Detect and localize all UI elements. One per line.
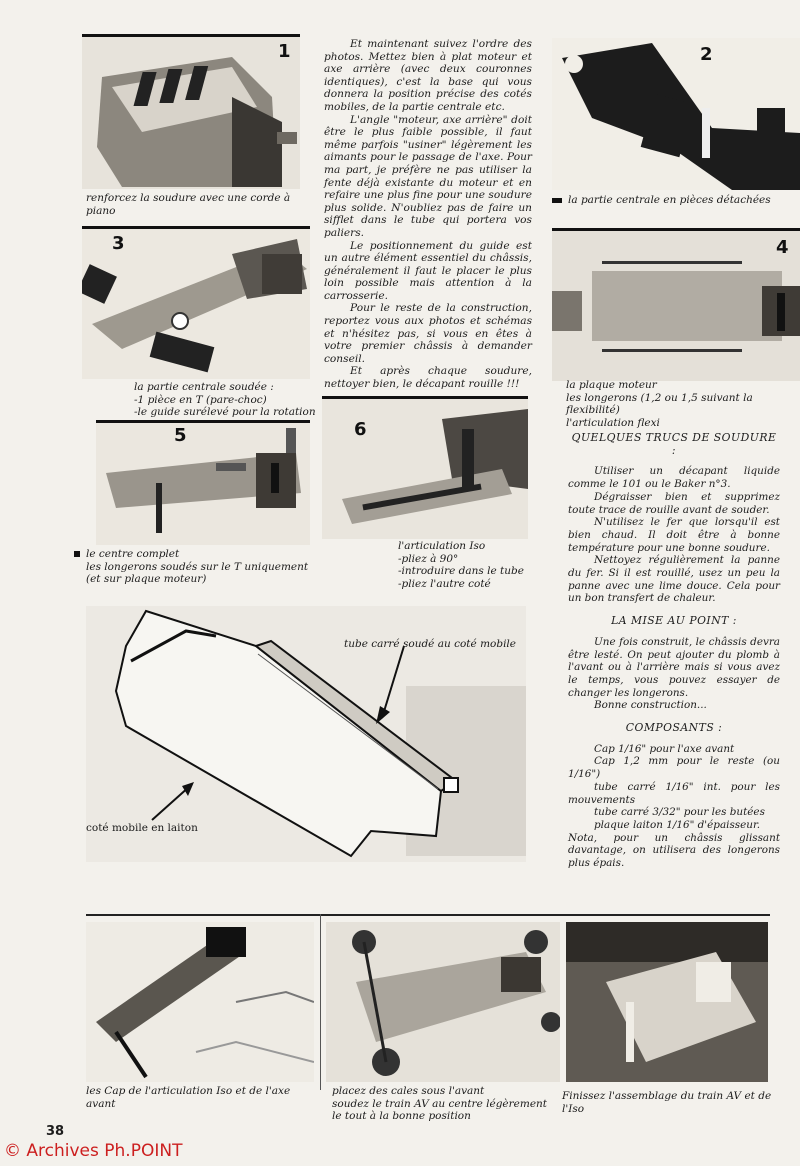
divider xyxy=(320,914,321,1090)
paragraph: Et après chaque soudure, nettoyer bien, le décapant rouille !!! xyxy=(324,365,532,391)
bottom-photo-3-caption: Finissez l'assemblage du train AV et de l'Iso xyxy=(562,1090,772,1115)
photo-number: 1 xyxy=(278,41,291,62)
component-item: plaque laiton 1/16" d'épaisseur. xyxy=(594,818,761,831)
photo-3-caption: la partie centrale soudée : -1 pièce en T (pare-choc) -le guide surélevé pour la rotation xyxy=(134,381,316,418)
photo-1-caption: renforcez la soudure avec une corde à piano xyxy=(86,192,291,217)
photo-2-caption: la partie centrale en pièces détachées xyxy=(552,194,771,207)
photo-6-caption: l'articulation Iso -pliez à 90° -introduire dans le tube -pliez l'autre coté xyxy=(398,540,524,590)
note: Nota, pour un châssis glissant davantage, on utilisera des longerons plus épais. xyxy=(568,831,780,870)
bullet-icon xyxy=(552,198,562,203)
paragraph: Pour le reste de la construction, reportez vous aux photos et schémas et n'hésitez pas, si vous en êtes à votre premier châssis à demander conseil. xyxy=(324,302,532,365)
photo-4 xyxy=(552,228,800,381)
right-text-column xyxy=(568,432,780,870)
photo-number: 4 xyxy=(776,237,789,258)
paragraph: L'angle "moteur, axe arrière" doit être le plus faible possible, il faut même parfois "usiner" légèrement les aimants pour le passage de l'axe. Pour ma part, je préfère ne pas utiliser la fente déjà existante du moteur et en refaire une plus fine pour une soudure plus solide. N'oubliez pas de faire un sifflet dans le tube qui portera vos paliers. xyxy=(324,113,532,239)
page-number: 38 xyxy=(46,1124,65,1139)
bottom-photo-2 xyxy=(326,922,560,1082)
photo-2 xyxy=(552,38,800,190)
component-item: tube carré 1/16" int. pour les mouvements xyxy=(568,780,780,806)
component-item: Cap 1/16" pour l'axe avant xyxy=(594,742,735,755)
bottom-photo-3 xyxy=(566,922,768,1082)
photo-number: 5 xyxy=(174,425,187,446)
setup-heading: LA MISE AU POINT : xyxy=(611,614,737,628)
photo-3 xyxy=(82,226,310,379)
copyright-notice: © Archives Ph.POINT xyxy=(4,1141,183,1161)
component-item: Cap 1,2 mm pour le reste (ou 1/16") xyxy=(568,755,780,781)
components-heading: COMPOSANTS : xyxy=(625,721,723,735)
divider xyxy=(86,914,770,916)
center-text-column xyxy=(324,38,532,391)
bottom-photo-2-caption: placez des cales sous l'avant soudez le train AV au centre légèrement le tout à la bonne position xyxy=(332,1085,548,1122)
photo-5 xyxy=(96,420,310,545)
photo-number: 2 xyxy=(700,44,713,65)
photo-number: 6 xyxy=(354,419,367,440)
paragraph: Utiliser un décapant liquide comme le 101 ou le Baker n°3. xyxy=(568,465,780,491)
bottom-photo-1-caption: les Cap de l'articulation Iso et de l'axe avant xyxy=(86,1085,291,1110)
paragraph: Dégraisser bien et supprimez toute trace de rouille avant de souder. xyxy=(568,490,780,516)
paragraph: Bonne construction... xyxy=(594,699,707,712)
photo-5-caption: le centre complet les longerons soudés sur le T uniquement (et sur plaque moteur) xyxy=(74,548,308,586)
chassis-diagram xyxy=(86,606,526,862)
paragraph: Une fois construit, le châssis devra être lesté. On peut ajouter du plomb à l'avant ou à l'arrière mais si vous avez le temps, vous pouvez essayer de changer les longerons. xyxy=(568,635,780,699)
photo-number: 3 xyxy=(112,233,125,254)
bullet-icon xyxy=(74,551,80,557)
bottom-photo-1 xyxy=(86,922,314,1082)
tips-heading: QUELQUES TRUCS DE SOUDURE : xyxy=(571,431,777,457)
photo-1 xyxy=(82,34,300,189)
paragraph: Le positionnement du guide est un autre élément essentiel du châssis, généralement il faut le placer le plus loin possible mais attention à la carrosserie. xyxy=(324,239,532,302)
photo-6 xyxy=(322,396,528,539)
tube-label: tube carré soudé au coté mobile xyxy=(344,638,516,650)
photo-4-caption: la plaque moteur les longerons (1,2 ou 1,5 suivant la flexibilité) l'articulation flexi xyxy=(566,379,753,429)
plate-label: coté mobile en laiton xyxy=(86,822,198,834)
paragraph: Nettoyez régulièrement la panne du fer. Si il est rouillé, usez un peu la panne avec une lime douce. Cela pour un bon transfert de chaleur. xyxy=(568,554,780,605)
component-item: tube carré 3/32" pour les butées xyxy=(594,806,765,819)
paragraph: Et maintenant suivez l'ordre des photos. Mettez bien à plat moteur et axe arrière (avec deux couronnes identiques), c'est la base qui vous donnera la position précise des cotés mobiles, de la partie centrale etc. xyxy=(324,38,532,113)
paragraph: N'utilisez le fer que lorsqu'il est bien chaud. Il doit être à bonne température pour une bonne soudure. xyxy=(568,516,780,554)
